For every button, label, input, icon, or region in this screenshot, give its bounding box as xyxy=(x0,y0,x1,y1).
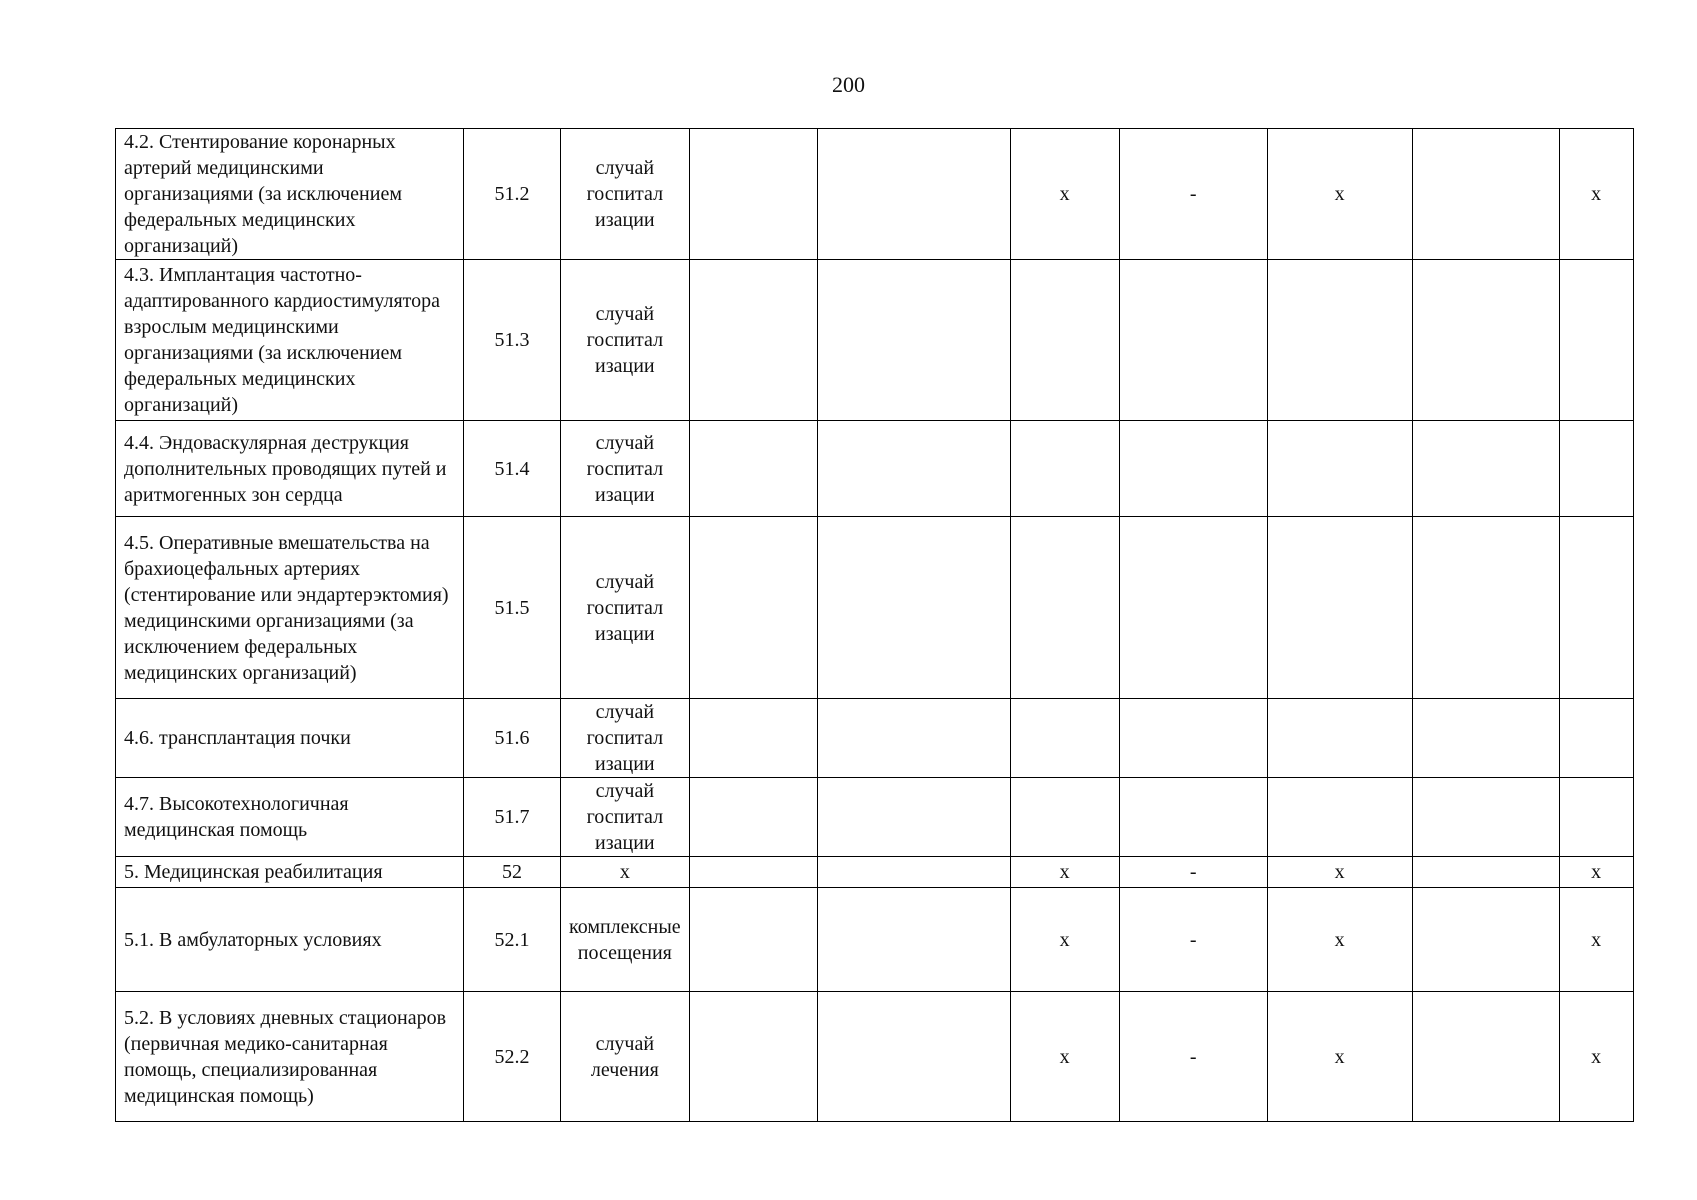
row-name: 4.2. Стентирование коронарных артерий медицинскими организациями (за исключением федеральных медицинских организаций) xyxy=(116,129,464,260)
cell xyxy=(1412,778,1559,857)
cell xyxy=(1559,699,1633,778)
cell xyxy=(1010,699,1119,778)
table-row xyxy=(116,517,1634,699)
table-row xyxy=(116,857,1634,888)
cell xyxy=(1267,778,1412,857)
cell: х xyxy=(1559,992,1633,1122)
table-row xyxy=(116,129,1634,260)
cell xyxy=(1267,260,1412,421)
row-code: 51.4 xyxy=(464,421,561,517)
row-unit: случай госпитал изации xyxy=(561,778,690,857)
cell xyxy=(1267,699,1412,778)
table-row xyxy=(116,421,1634,517)
cell xyxy=(817,888,1010,992)
cell: - xyxy=(1119,857,1267,888)
cell xyxy=(817,857,1010,888)
cell xyxy=(1412,857,1559,888)
row-code: 51.2 xyxy=(464,129,561,260)
cell: х xyxy=(1010,888,1119,992)
row-code: 52 xyxy=(464,857,561,888)
cell: х xyxy=(1559,888,1633,992)
row-name: 4.3. Имплантация частотно-адаптированного кардиостимулятора взрослым медицинскими организациями (за исключением федеральных медицинских организаций) xyxy=(116,260,464,421)
row-unit: комплексные посещения xyxy=(561,888,690,992)
cell xyxy=(1119,260,1267,421)
row-name: 5. Медицинская реабилитация xyxy=(116,857,464,888)
row-code: 52.1 xyxy=(464,888,561,992)
cell xyxy=(689,129,817,260)
cell xyxy=(1010,517,1119,699)
cell: - xyxy=(1119,888,1267,992)
cell xyxy=(1119,421,1267,517)
cell xyxy=(1412,129,1559,260)
row-name: 4.6. трансплантация почки xyxy=(116,699,464,778)
row-unit: случай госпитал изации xyxy=(561,129,690,260)
cell xyxy=(1559,778,1633,857)
row-code: 51.7 xyxy=(464,778,561,857)
cell xyxy=(817,421,1010,517)
cell xyxy=(1267,517,1412,699)
row-code: 51.5 xyxy=(464,517,561,699)
cell xyxy=(1412,260,1559,421)
row-name: 4.5. Оперативные вмешательства на брахиоцефальных артериях (стентирование или эндартерэктомия) медицинскими организациями (за исключением федеральных медицинских организаций) xyxy=(116,517,464,699)
row-unit: случай госпитал изации xyxy=(561,260,690,421)
cell xyxy=(1119,778,1267,857)
row-unit: случай лечения xyxy=(561,992,690,1122)
cell xyxy=(1559,517,1633,699)
cell xyxy=(817,992,1010,1122)
page-number: 200 xyxy=(832,72,865,97)
cell xyxy=(689,992,817,1122)
row-unit: случай госпитал изации xyxy=(561,699,690,778)
cell xyxy=(817,129,1010,260)
cell xyxy=(1010,421,1119,517)
table-row xyxy=(116,888,1634,992)
cell xyxy=(1010,260,1119,421)
row-unit: случай госпитал изации xyxy=(561,421,690,517)
cell xyxy=(817,260,1010,421)
row-unit: случай госпитал изации xyxy=(561,517,690,699)
cell xyxy=(689,778,817,857)
table-row xyxy=(116,260,1634,421)
cell xyxy=(689,857,817,888)
cell: х xyxy=(1267,857,1412,888)
cell xyxy=(689,888,817,992)
cell: х xyxy=(1010,992,1119,1122)
cell xyxy=(689,421,817,517)
cell xyxy=(817,517,1010,699)
data-table xyxy=(115,128,1634,1122)
cell xyxy=(817,778,1010,857)
cell xyxy=(1559,260,1633,421)
cell xyxy=(1559,421,1633,517)
row-code: 51.6 xyxy=(464,699,561,778)
row-name: 5.2. В условиях дневных стационаров (первичная медико-санитарная помощь, специализированная медицинская помощь) xyxy=(116,992,464,1122)
table-row xyxy=(116,778,1634,857)
cell: х xyxy=(1267,129,1412,260)
cell: - xyxy=(1119,129,1267,260)
cell: х xyxy=(1559,129,1633,260)
cell xyxy=(1119,699,1267,778)
cell: х xyxy=(1559,857,1633,888)
cell xyxy=(1119,517,1267,699)
cell: х xyxy=(1267,888,1412,992)
cell: - xyxy=(1119,992,1267,1122)
cell: х xyxy=(1010,857,1119,888)
cell xyxy=(1412,992,1559,1122)
row-code: 51.3 xyxy=(464,260,561,421)
cell xyxy=(1010,778,1119,857)
cell xyxy=(689,260,817,421)
cell: х xyxy=(1010,129,1119,260)
table-row xyxy=(116,992,1634,1122)
table-row xyxy=(116,699,1634,778)
cell xyxy=(1412,888,1559,992)
row-name: 5.1. В амбулаторных условиях xyxy=(116,888,464,992)
cell xyxy=(1412,699,1559,778)
cell: х xyxy=(1267,992,1412,1122)
cell xyxy=(1267,421,1412,517)
cell xyxy=(1412,517,1559,699)
row-code: 52.2 xyxy=(464,992,561,1122)
cell xyxy=(817,699,1010,778)
row-name: 4.7. Высокотехнологичная медицинская помощь xyxy=(116,778,464,857)
cell xyxy=(689,699,817,778)
row-name: 4.4. Эндоваскулярная деструкция дополнительных проводящих путей и аритмогенных зон сердца xyxy=(116,421,464,517)
cell xyxy=(689,517,817,699)
row-unit: х xyxy=(561,857,690,888)
cell xyxy=(1412,421,1559,517)
